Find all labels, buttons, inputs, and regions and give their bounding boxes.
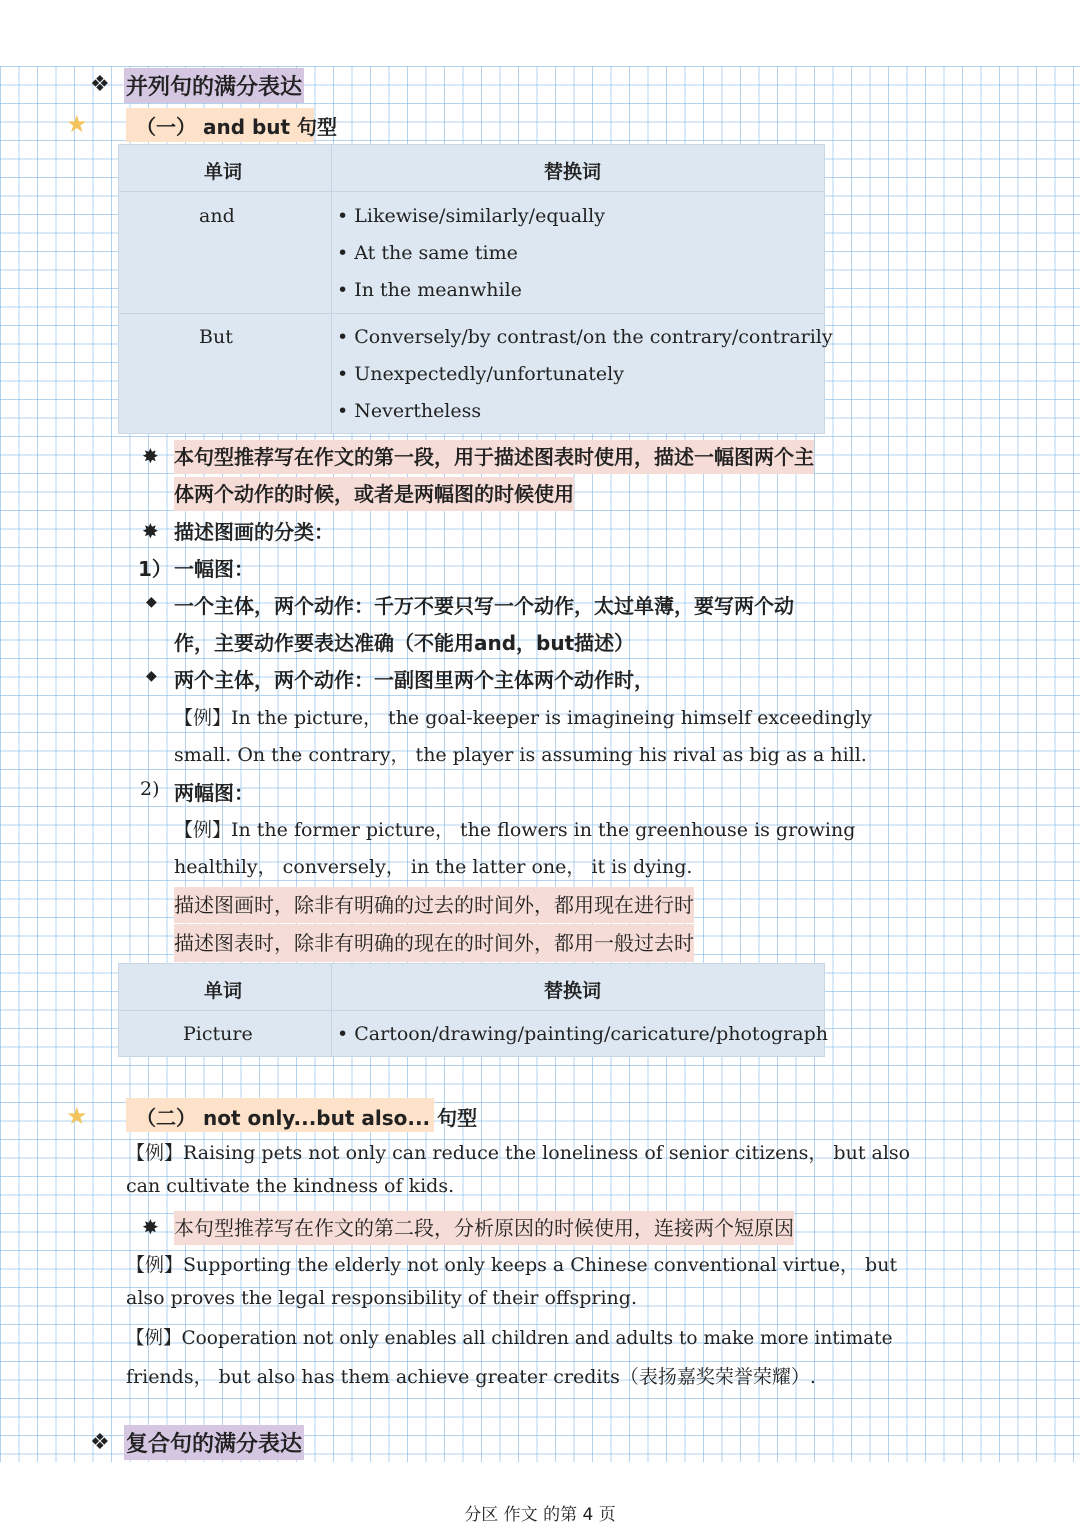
table-header-replacement: 替换词 — [544, 161, 602, 183]
picture-replacement-table — [118, 963, 828, 1057]
subsection-title: （二） not only...but also... 句型 — [136, 1106, 478, 1130]
list-label: 一幅图： — [174, 557, 254, 581]
diamond-bullet-icon: ❖ — [90, 1430, 110, 1455]
list-item: • At the same time — [337, 242, 518, 264]
note-text: 体两个动作的时候，或者是两幅图的时候使用 — [174, 477, 574, 511]
point-text: 一个主体，两个动作：千万不要只写一个动作，太过单薄，要写两个动 — [174, 594, 794, 618]
subsection-title: （一） and but 句型 — [136, 115, 338, 139]
diamond-icon: ◆ — [146, 668, 157, 684]
section-title: 并列句的满分表达 — [124, 68, 304, 103]
example-text: 【例】Raising pets not only can reduce the loneliness of senior citizens， but also — [126, 1142, 911, 1164]
star-icon: ★ — [66, 1102, 88, 1130]
table-cell-word: But — [199, 326, 233, 348]
example-text: 【例】Cooperation not only enables all children and adults to make more intimate — [126, 1328, 893, 1349]
example-text: also proves the legal responsibility of their offspring. — [126, 1287, 637, 1309]
bullet-icon: • — [337, 279, 349, 301]
point-text: 两个主体，两个动作：一副图里两个主体两个动作时， — [174, 668, 654, 692]
table-cell-word: Picture — [183, 1023, 253, 1045]
bullet-icon: • — [337, 400, 349, 422]
note-text: 本句型推荐写在作文的第二段，分析原因的时候使用，连接两个短原因 — [174, 1211, 794, 1245]
example-text: 【例】In the former picture， the flowers in the greenhouse is growing — [174, 819, 856, 841]
star-icon: ★ — [66, 110, 88, 138]
table-cell-word: and — [199, 205, 235, 227]
bullet-icon: • — [337, 242, 349, 264]
list-item: • Likewise/similarly/equally — [337, 205, 605, 227]
bullet-icon: • — [337, 326, 349, 348]
point-text: 作，主要动作要表达准确（不能用and，but描述） — [174, 631, 635, 655]
table-header-word: 单词 — [204, 161, 243, 183]
replacement-table — [118, 144, 833, 434]
bullet-icon: • — [337, 1023, 349, 1045]
list-number: 2) — [140, 778, 160, 800]
list-item: • Cartoon/drawing/painting/caricature/photograph — [337, 1023, 828, 1045]
example-text: healthily， conversely， in the latter one， it is dying. — [174, 856, 693, 878]
tense-note: 描述图表时，除非有明确的现在的时间外，都用一般过去时 — [174, 924, 694, 962]
list-item: • Conversely/by contrast/on the contrary/contrarily — [337, 326, 833, 348]
page-footer: 分区 作文 的第 4 页 — [464, 1505, 616, 1525]
bullet-icon: • — [337, 363, 349, 385]
diamond-bullet-icon: ❖ — [90, 72, 110, 97]
bullet-icon: • — [337, 205, 349, 227]
tense-note: 描述图画时，除非有明确的过去的时间外，都用现在进行时 — [174, 887, 694, 923]
asterisk-icon: ✸ — [142, 444, 159, 468]
asterisk-icon: ✸ — [142, 1215, 159, 1239]
example-text: can cultivate the kindness of kids. — [126, 1175, 455, 1197]
example-text: friends， but also has them achieve greater credits（表扬嘉奖荣誉荣耀）. — [126, 1366, 816, 1388]
table-header-word: 单词 — [204, 980, 243, 1002]
note-text: 本句型推荐写在作文的第一段，用于描述图表时使用，描述一幅图两个主 — [174, 440, 814, 474]
example-text: small. On the contrary， the player is assuming his rival as big as a hill. — [174, 744, 867, 766]
example-text: 【例】Supporting the elderly not only keeps a Chinese conventional virtue， but — [126, 1254, 898, 1276]
example-text: 【例】In the picture， the goal-keeper is imagineing himself exceedingly — [174, 707, 872, 729]
list-item: • Unexpectedly/unfortunately — [337, 363, 624, 385]
diamond-icon: ◆ — [146, 594, 157, 610]
list-item: • Nevertheless — [337, 400, 482, 422]
asterisk-icon: ✸ — [142, 519, 159, 543]
list-label: 两幅图： — [174, 781, 254, 805]
table-header-replacement: 替换词 — [544, 980, 602, 1002]
note-text: 描述图画的分类： — [174, 520, 334, 544]
section-title: 复合句的满分表达 — [124, 1425, 304, 1460]
list-number: 1） — [138, 557, 172, 581]
list-item: • In the meanwhile — [337, 279, 522, 301]
